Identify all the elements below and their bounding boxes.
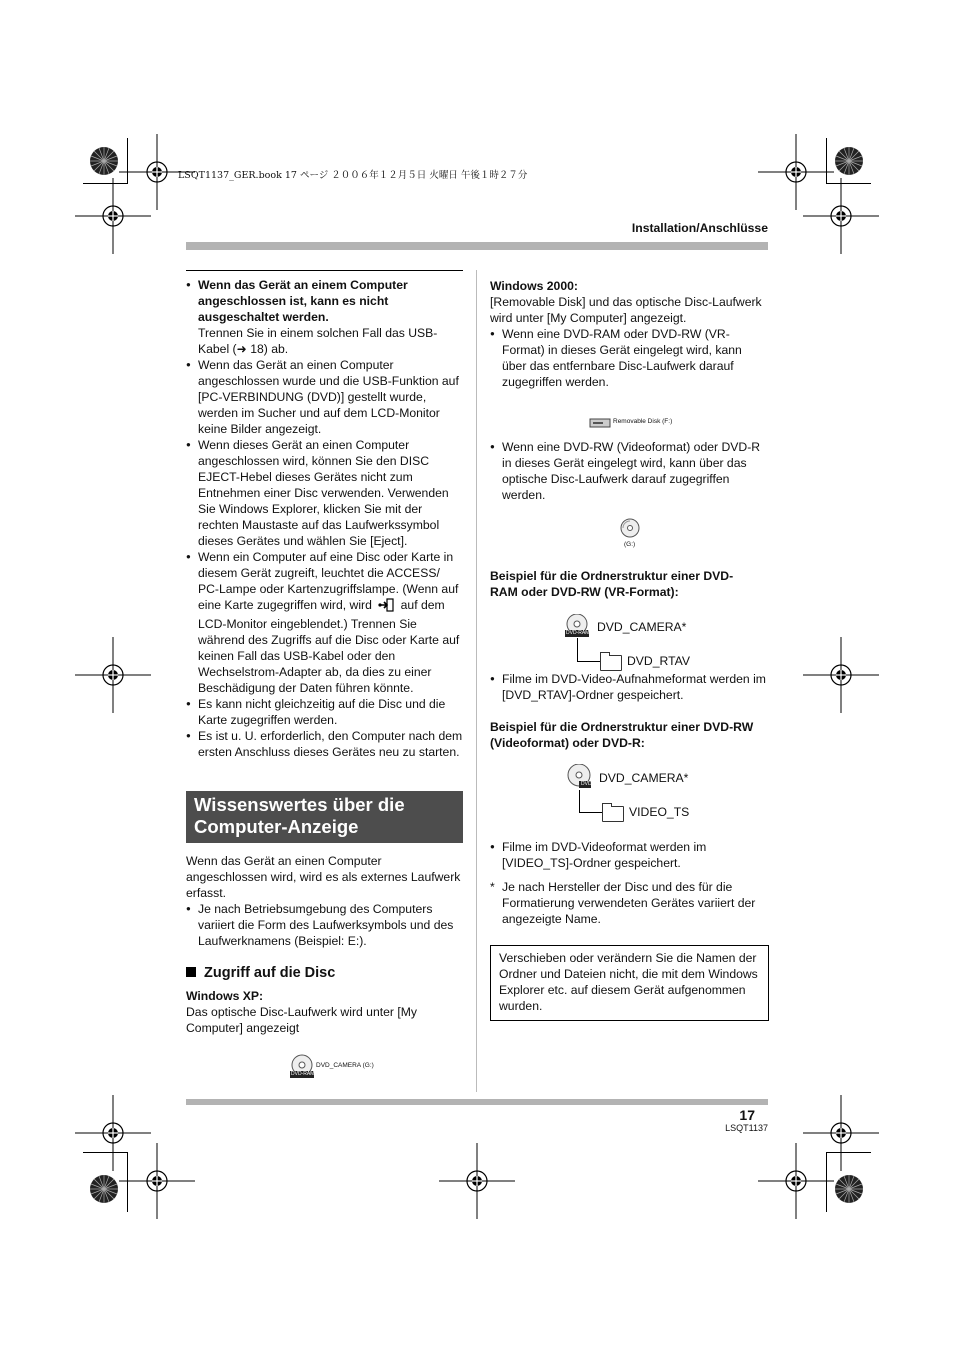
folder-tree-1 [565,614,765,674]
square-bullet-icon [186,967,196,977]
list-item: ● Wenn das Gerät an einem Computer angeschlossen ist, kann es nicht ausgeschaltet werden. Trennen Sie in einem solchen Fall das USB-Kabel (➜ 18) ab. [186,277,464,357]
example1-heading: Beispiel für die Ordnerstruktur einer DVD-RAM oder DVD-RW (VR-Format): [490,569,734,599]
ex2-note-block [490,839,768,871]
dvd-drive-label: DVD_CAMERA (G:) [316,1062,374,1069]
dvd-ram-tag: DVD-RAM [566,630,590,636]
example2-heading: Beispiel für die Ordnerstruktur einer DVD-RW (Videoformat) oder DVD-R: [490,720,754,750]
folder-tree-2 [567,764,767,824]
tree2-root-label: DVD_CAMERA* [599,771,689,785]
winxp-block [186,988,464,1036]
top-rule-left [186,270,463,271]
file-info-line: LSQT1137_GER.book 17 ページ ２００６年１２月５日 火曜日 午後１時２７分 [178,170,528,181]
doc-code: LSQT1137 [725,1123,768,1133]
tree1-connector [577,638,600,662]
card-access-icon [378,598,394,616]
list-item: ● Wenn eine DVD-RAM oder DVD-RW (VR-Format) in dieses Gerät eingelegt wird, kann über das entfernbare Disc-Laufwerk darauf zugegriffen werden. [490,326,768,390]
section-title: Wissenswertes über die Computer-Anzeige [186,791,463,843]
list-item: ● Filme im DVD-Videoformat werden im [VIDEO_TS]-Ordner gespeichert. [490,839,768,871]
win2000-text: [Removable Disk] und das optische Disc-Laufwerk wird unter [My Computer] angezeigt. [490,295,762,325]
footnote-text: Je nach Hersteller der Disc und des für die Formatierung verwendeten Gerätes variiert der angezeigte Name. [502,880,756,926]
tree1-root-label: DVD_CAMERA* [597,620,687,634]
column-divider [476,270,477,1092]
dvd-drive-icon [290,1054,314,1085]
tree2-sub-label: VIDEO_TS [629,805,690,819]
list-item: ● Es ist u. U. erforderlich, den Computer nach dem ersten Anschluss dieses Gerätes neu zu starten. [186,728,464,760]
tree2-connector [579,790,602,813]
footnote-mark: * [490,880,495,894]
section-header: Installation/Anschlüsse [631,221,768,235]
list-item: ● Filme im DVD-Video-Aufnahmeformat werden im [DVD_RTAV]-Ordner gespeichert. [490,671,768,703]
footnote [490,879,768,927]
page-number: 17 [739,1107,755,1123]
intro-block [186,853,464,949]
folder-icon [602,806,624,822]
removable-disk-icon [589,416,611,434]
notice-box: Verschieben oder verändern Sie die Namen der Ordner und Dateien nicht, die mit dem Windows Explorer etc. auf diesem Gerät aufgenommen wurden. [490,945,769,1021]
cd-drive-label: (G:) [624,541,636,548]
left-column [186,277,464,760]
list-item: ● Je nach Betriebsumgebung des Computers variiert die Form des Laufwerksymbols und des Laufwerknamens (Beispiel: E:). [186,901,464,949]
winxp-label: Windows XP: [186,989,264,1003]
list-item: ● Es kann nicht gleichzeitig auf die Disc und die Karte zugegriffen werden. [186,696,464,728]
win2000-block [490,278,768,390]
bullet2-block [490,439,768,503]
folder-icon [600,655,622,671]
subsection-heading: Zugriff auf die Disc [186,965,335,981]
cd-drive-icon [619,518,641,543]
winxp-text: Das optische Disc-Laufwerk wird unter [My Computer] angezeigt [186,1005,417,1035]
tree1-sub-label: DVD_RTAV [627,654,690,668]
header-rule [186,242,768,250]
list-item: ● Wenn ein Computer auf eine Disc oder Karte in diesem Gerät zugreift, leuchtet die ACCESS/ PC-Lampe oder Kartenzugriffslampe. (Wenn auf eine Karte zugegriffen wird, wird auf dem LCD-Monitor eingeblendet.) Trennen Sie während des Zugriffs auf die Disc oder Karte auf keinen Fall das USB-Kabel oder den Wechselstrom-Adapter ab, da dies zu einer Beschädigung der Daten führen könnte. [186,549,464,696]
removable-disk-label: Removable Disk (F:) [613,418,673,425]
dvd-tag: DVD [581,781,592,787]
list-item: ● Wenn dieses Gerät an einen Computer angeschlossen wird, können Sie den DISC EJECT-Hebel dieses Gerätes nicht zum Entnehmen einer Disc verwenden. Verwenden Sie Windows Explorer, klicken Sie mit der rechten Maustaste auf das Laufwerkssymbol dieses Gerätes und wählen Sie [Eject]. [186,437,464,549]
footer-rule [186,1099,768,1105]
ex1-note-block [490,671,768,703]
dvd-drive-tag: DVD-RAM [291,1071,315,1077]
intro-text: Wenn das Gerät an einen Computer angeschlossen wird, wird es als externes Laufwerk erfasst. [186,854,461,900]
list-item: ● Wenn das Gerät an einen Computer angeschlossen wurde und die USB-Funktion auf [PC-VERBINDUNG (DVD)] gestellt wurde, werden im Sucher und auf dem LCD-Monitor keine Bilder angezeigt. [186,357,464,437]
list-item: ● Wenn eine DVD-RW (Videoformat) oder DVD-R in dieses Gerät eingelegt wird, kann über das optische Disc-Laufwerk darauf zugegriffen werden. [490,439,768,503]
win2000-label: Windows 2000: [490,279,578,293]
